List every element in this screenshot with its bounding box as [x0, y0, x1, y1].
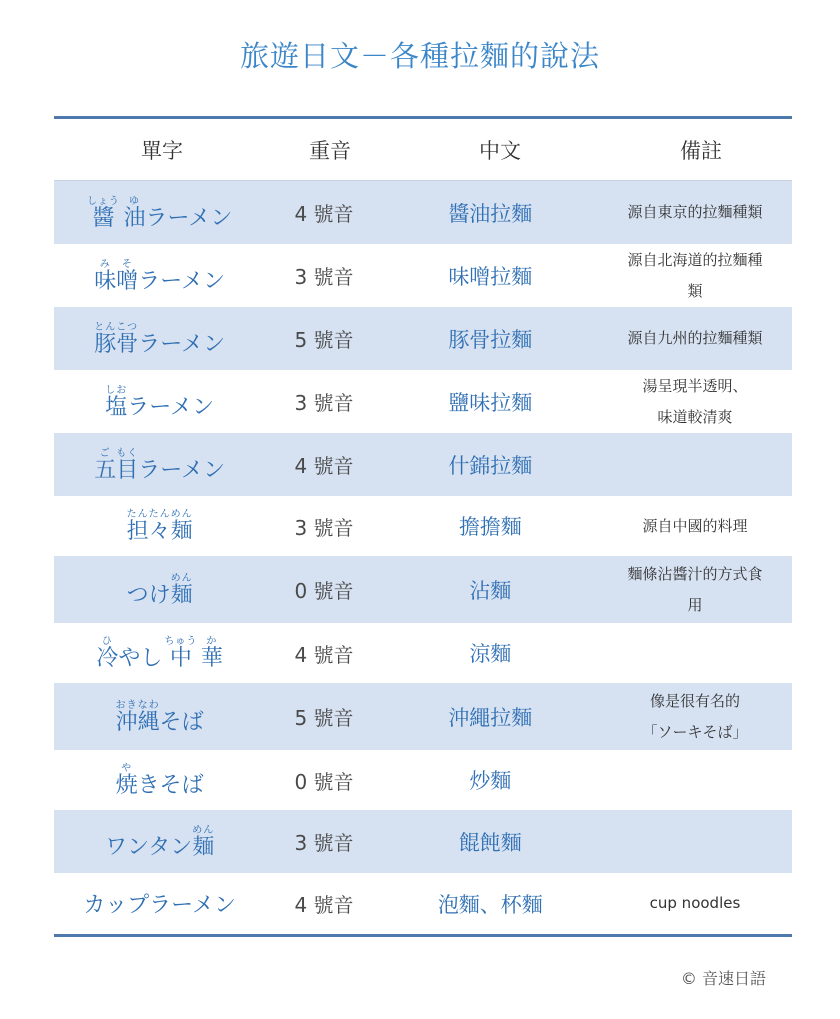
japanese-word [54, 825, 265, 859]
word-kanji: 塩 [105, 394, 128, 420]
japanese-word [54, 509, 265, 543]
note [598, 197, 792, 228]
note-line: 源自北海道的拉麵種 [627, 250, 763, 269]
word-kana: きそば [137, 773, 204, 798]
note-line: 麵條沾醬汁的方式食 [627, 564, 763, 583]
furigana: か [200, 636, 223, 647]
table-row [54, 873, 792, 934]
pitch-accent: 0 號音 [294, 769, 354, 794]
ramen-vocabulary-table [54, 116, 792, 937]
header-chinese: 中文 [479, 138, 521, 163]
table-row [54, 556, 792, 623]
word-kanji: 麺 [170, 582, 193, 608]
note-line: 像是很有名的 [649, 691, 740, 710]
word-kanji: 冷 [96, 646, 119, 671]
word-kanji: 豚骨 [94, 331, 139, 357]
word-kanji: 醬 [86, 205, 120, 231]
japanese-word [54, 448, 265, 482]
chinese-meaning: 沖繩拉麵 [448, 705, 533, 730]
note-line: cup noodles [649, 894, 741, 912]
table-row [54, 623, 792, 683]
word-kanji: 麺 [192, 834, 215, 860]
table-row [54, 810, 792, 873]
chinese-meaning: 餛飩麵 [458, 830, 522, 855]
pitch-accent: 5 號音 [294, 706, 354, 730]
pitch-accent: 4 號音 [294, 454, 354, 478]
japanese-word [54, 763, 265, 797]
japanese-word [54, 891, 265, 917]
pitch-accent: 3 號音 [294, 391, 354, 415]
header-note: 備註 [680, 138, 722, 163]
chinese-meaning: 泡麵、杯麵 [437, 892, 543, 917]
pitch-accent: 3 號音 [294, 265, 354, 289]
chinese-meaning: 醬油拉麵 [448, 201, 533, 226]
chinese-meaning: 鹽味拉麵 [448, 390, 533, 415]
furigana: たんたんめん [126, 509, 193, 520]
chinese-meaning: 味噌拉麵 [448, 264, 533, 289]
word-kanji: 担々麺 [126, 519, 193, 544]
header-accent: 重音 [309, 138, 351, 163]
furigana: そ [116, 258, 139, 270]
note [598, 511, 792, 542]
word-kana: ラーメン [138, 331, 226, 357]
japanese-word [54, 259, 265, 293]
word-kana: ラーメン [138, 268, 226, 294]
note-line: 源自中國的料理 [642, 516, 748, 535]
word-kanji: 焼 [115, 773, 138, 798]
furigana: ちゅう [164, 636, 198, 647]
note [598, 245, 792, 307]
note [598, 323, 792, 354]
word-kanji: 中 [164, 646, 198, 671]
chinese-meaning: 涼麵 [469, 642, 512, 666]
note [598, 371, 792, 433]
table-row [54, 683, 792, 750]
word-kanji: 味 [94, 268, 117, 294]
word-kana: カップラーメン [83, 892, 236, 918]
pitch-accent: 4 號音 [294, 202, 354, 226]
pitch-accent: 5 號音 [294, 328, 354, 352]
note-line: 源自九州的拉麵種類 [627, 329, 763, 347]
chinese-meaning: 豚骨拉麵 [448, 327, 533, 352]
word-kanji: 噌 [116, 268, 139, 294]
table-row [54, 244, 792, 307]
chinese-meaning: 沾麵 [469, 578, 512, 603]
furigana: み [94, 258, 117, 270]
word-kanji: 沖縄 [115, 709, 160, 735]
word-kanji: 華 [200, 646, 223, 671]
japanese-word [54, 322, 265, 356]
word-kanji: 五 [94, 457, 117, 483]
word-kana [194, 646, 201, 671]
pitch-accent: 4 號音 [294, 642, 354, 667]
pitch-accent: 0 號音 [294, 579, 354, 603]
furigana: や [115, 763, 138, 774]
table-row [54, 370, 792, 433]
furigana: とんこつ [94, 321, 139, 333]
japanese-word [54, 636, 265, 670]
word-kanji: 目 [116, 457, 139, 483]
word-kana: ラーメン [145, 205, 233, 231]
chinese-meaning: 擔擔麵 [458, 515, 522, 539]
note-line: 「ソーキそば」 [642, 722, 748, 741]
note-line: 湯呈現半透明、 [642, 376, 748, 395]
furigana: ひ [96, 636, 119, 647]
word-kana: つけ [126, 582, 171, 608]
copyright-footer: © 音速日語 [680, 969, 766, 988]
furigana: しょう [86, 195, 120, 207]
table-row [54, 181, 792, 244]
table-row [54, 307, 792, 370]
japanese-word [54, 196, 265, 230]
table-row [54, 433, 792, 496]
furigana: しお [105, 384, 128, 396]
page-title: 旅遊日文－各種拉麵的說法 [239, 39, 600, 73]
japanese-word [54, 700, 265, 734]
furigana: めん [170, 572, 193, 584]
japanese-word [54, 385, 265, 419]
note [598, 686, 792, 748]
word-kana: ラーメン [138, 457, 226, 483]
pitch-accent: 3 號音 [294, 831, 354, 855]
note [598, 888, 792, 919]
furigana: もく [116, 447, 139, 459]
word-kana: ワンタン [105, 834, 193, 860]
word-kana: やし [118, 646, 170, 671]
word-kana: ラーメン [127, 394, 215, 420]
furigana: ご [94, 447, 117, 459]
header-word: 單字 [141, 138, 183, 163]
word-kana: そば [159, 709, 204, 735]
pitch-accent: 3 號音 [294, 515, 354, 540]
furigana: ゆ [123, 195, 146, 207]
note-line: 用 [687, 595, 703, 614]
furigana: おきなわ [115, 699, 160, 711]
table-row [54, 750, 792, 810]
note-line: 源自東京的拉麵種類 [627, 203, 763, 221]
note [598, 559, 792, 621]
table-header [54, 119, 792, 181]
japanese-word [54, 573, 265, 607]
note-line: 味道較清爽 [657, 407, 733, 426]
pitch-accent: 4 號音 [294, 893, 354, 917]
chinese-meaning: 炒麵 [469, 769, 512, 793]
table-row [54, 496, 792, 556]
note-line: 類 [687, 281, 703, 300]
chinese-meaning: 什錦拉麵 [448, 453, 533, 478]
word-kanji: 油 [123, 205, 146, 231]
furigana: めん [192, 824, 215, 836]
table-body [54, 181, 792, 934]
